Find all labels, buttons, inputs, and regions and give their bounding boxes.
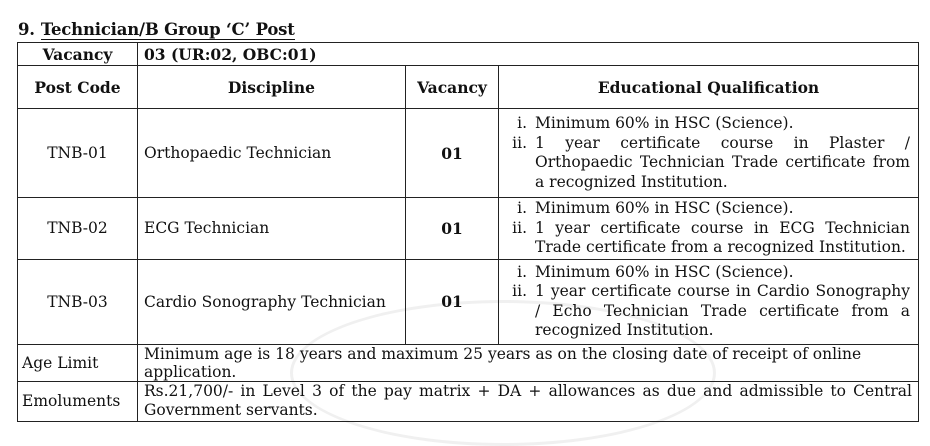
vacancy-summary-row (18, 43, 919, 66)
col-header-discipline: Discipline (138, 66, 406, 109)
vacancy-count: 01 (406, 198, 499, 260)
vacancy-count: 01 (406, 259, 499, 344)
vacancy-summary-label: Vacancy (18, 43, 138, 66)
item-number: ii. (512, 133, 527, 152)
post-code: TNB-03 (18, 259, 138, 344)
table-row (18, 198, 919, 260)
post-details-table (17, 42, 919, 422)
post-code: TNB-02 (18, 198, 138, 260)
vacancy-count: 01 (406, 109, 499, 198)
table-row (18, 259, 919, 344)
qualification-item (499, 282, 910, 341)
item-text: Minimum 60% in HSC (Science). (535, 114, 794, 132)
vacancy-summary-value: 03 (UR:02, OBC:01) (138, 43, 919, 66)
discipline: Cardio Sonography Technician (138, 259, 406, 344)
age-limit-label: Age Limit (18, 344, 138, 381)
age-limit-text: Minimum age is 18 years and maximum 25 years as on the closing date of receipt of online application. (138, 344, 919, 381)
discipline: ECG Technician (138, 198, 406, 260)
item-number: i. (517, 114, 527, 132)
qualification-cell (499, 259, 919, 344)
item-text: 1 year certificate course in ECG Technician Trade certificate from a recognized Institution. (535, 218, 911, 256)
item-number: ii. (512, 218, 527, 237)
item-text: 1 year certificate course in Plaster / Orthopaedic Technician Trade certificate from a recognized Institution. (535, 133, 911, 191)
item-text: Minimum 60% in HSC (Science). (535, 262, 794, 281)
section-number: 9. (18, 20, 35, 39)
item-number: ii. (512, 282, 527, 300)
item-text: 1 year certificate course in Cardio Sonography / Echo Technician Trade certificate from a recognized Institution. (535, 282, 911, 339)
age-limit-row (18, 344, 919, 381)
table-row (18, 109, 919, 198)
discipline: Orthopaedic Technician (138, 109, 406, 198)
col-header-vacancy: Vacancy (406, 66, 499, 109)
qualification-item (499, 134, 910, 193)
qualification-cell (499, 198, 919, 260)
col-header-post-code: Post Code (18, 66, 138, 109)
emoluments-label: Emoluments (18, 381, 138, 421)
item-number: i. (517, 262, 527, 281)
post-code: TNB-01 (18, 109, 138, 198)
table-header-row (18, 66, 919, 109)
col-header-qualification: Educational Qualification (499, 66, 919, 109)
emoluments-row (18, 381, 919, 421)
item-text: Minimum 60% in HSC (Science). (535, 199, 794, 217)
section-heading (18, 20, 295, 39)
qualification-cell (499, 109, 919, 198)
section-title: Technician/B Group ‘C’ Post (40, 20, 295, 39)
qualification-item (499, 219, 910, 258)
qualification-item (499, 199, 910, 219)
item-number: i. (517, 199, 527, 217)
qualification-item (499, 114, 910, 134)
emoluments-text: Rs.21,700/- in Level 3 of the pay matrix + DA + allowances as due and admissible to Central Government servants. (138, 381, 919, 421)
qualification-item (499, 263, 910, 283)
